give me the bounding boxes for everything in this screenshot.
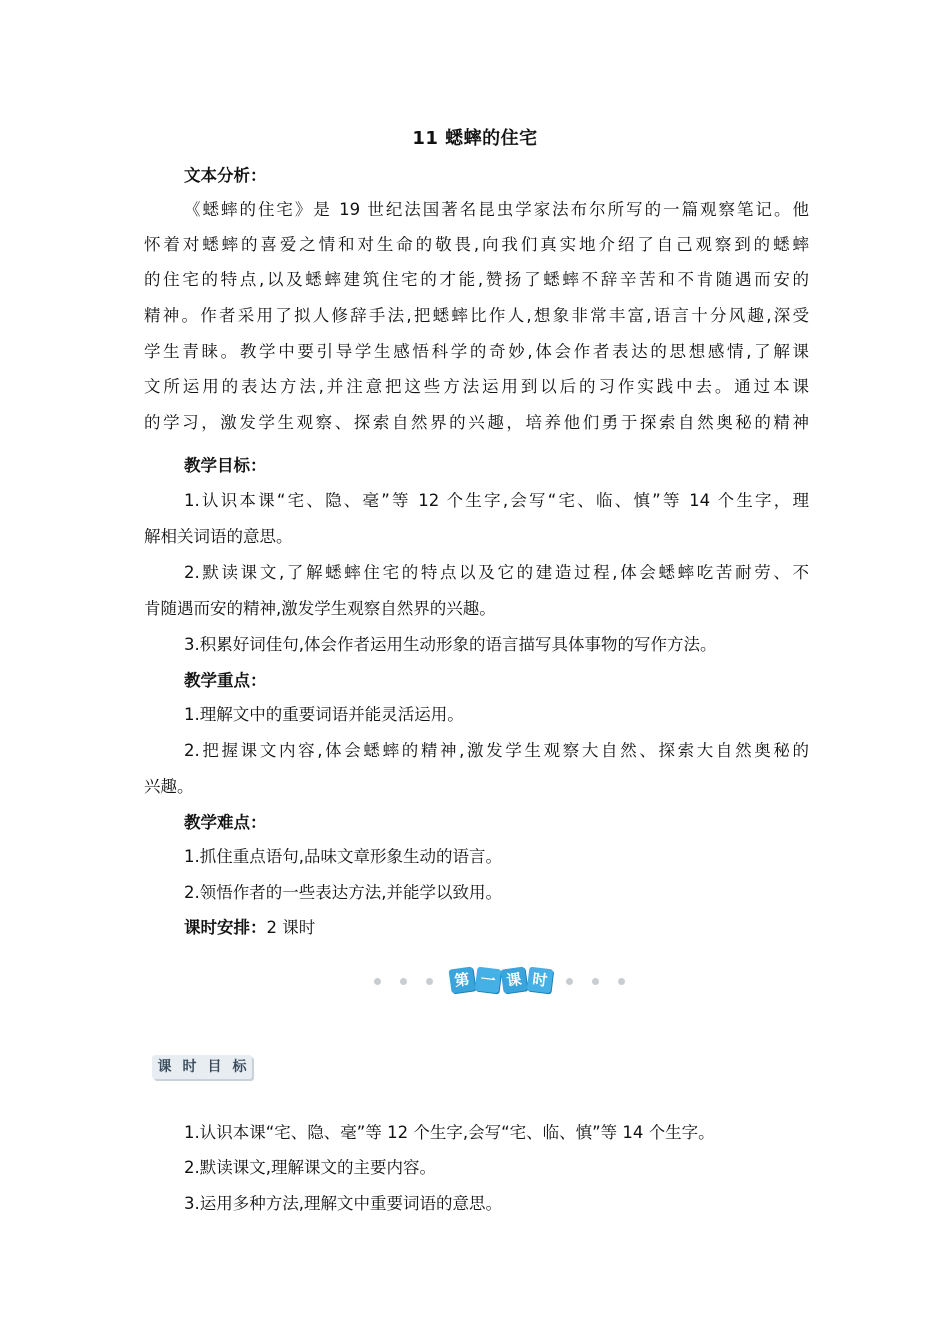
key-point-2-cont: 兴趣。 — [144, 777, 194, 796]
difficulty-2: 2.领悟作者的一些表达方法,并能学以致用。 — [184, 883, 502, 902]
divider-dot — [566, 978, 573, 985]
difficulty-1: 1.抓住重点语句,品味文章形象生动的语言。 — [184, 847, 502, 866]
paragraph-line: 的学习，激发学生观察、探索自然界的兴趣，培养他们勇于探索自然奥秘的精神 — [144, 413, 809, 432]
text-analysis-heading: 文本分析： — [184, 166, 267, 185]
banner-char: 一 — [475, 967, 502, 994]
difficulties-heading: 教学难点： — [184, 813, 267, 832]
badge-char: 时 — [182, 1059, 197, 1075]
divider-dot — [592, 978, 599, 985]
paragraph-line: 的住宅的特点,以及蟋蟀建筑住宅的才能,赞扬了蟋蟀不辞辛苦和不肯随遇而安的 — [144, 270, 809, 289]
paragraph-line: 精神。作者采用了拟人修辞手法,把蟋蟀比作人,想象非常丰富,语言十分风趣,深受 — [144, 306, 809, 325]
lesson-goal-2: 2.默读课文,理解课文的主要内容。 — [184, 1158, 436, 1177]
page-title: 11 蟋蟀的住宅 — [412, 128, 538, 149]
badge-char: 课 — [157, 1059, 172, 1075]
goal-item-2: 2.默读课文,了解蟋蟀住宅的特点以及它的建造过程,体会蟋蟀吃苦耐劳、不 — [184, 563, 809, 582]
schedule-label: 课时安排： — [184, 918, 267, 937]
banner-char: 时 — [527, 967, 554, 994]
goal-item-1-cont: 解相关词语的意思。 — [144, 527, 293, 546]
goal-item-2-cont: 肯随遇而安的精神,激发学生观察自然界的兴趣。 — [144, 599, 496, 618]
badge-char: 目 — [207, 1059, 222, 1075]
paragraph-line: 学生青睐。教学中要引导学生感悟科学的奇妙,体会作者表达的思想感情,了解课 — [144, 342, 809, 361]
key-points-heading: 教学重点： — [184, 671, 267, 690]
divider-dot — [426, 978, 433, 985]
badge-char: 标 — [232, 1059, 247, 1075]
goal-item-3: 3.积累好词佳句,体会作者运用生动形象的语言描写具体事物的写作方法。 — [184, 635, 717, 654]
goal-item-1: 1.认识本课“宅、隐、毫”等 12 个生字,会写“宅、临、慎”等 14 个生字，理 — [184, 491, 809, 510]
paragraph-line: 《蟋蟀的住宅》是 19 世纪法国著名昆虫学家法布尔所写的一篇观察笔记。他 — [184, 200, 809, 219]
teaching-goals-heading: 教学目标： — [184, 456, 267, 475]
key-point-1: 1.理解文中的重要词语并能灵活运用。 — [184, 705, 464, 724]
banner-char: 第 — [448, 966, 475, 993]
key-point-2: 2.把握课文内容,体会蟋蟀的精神,激发学生观察大自然、探索大自然奥秘的 — [184, 741, 809, 760]
paragraph-line: 怀着对蟋蟀的喜爱之情和对生命的敬畏,向我们真实地介绍了自己观察到的蟋蟀 — [144, 235, 809, 254]
paragraph-line: 文所运用的表达方法,并注意把这些方法运用到以后的习作实践中去。通过本课 — [144, 377, 809, 396]
lesson-goal-1: 1.认识本课“宅、隐、毫”等 12 个生字,会写“宅、临、慎”等 14 个生字。 — [184, 1123, 715, 1142]
lesson-goal-3: 3.运用多种方法,理解文中重要词语的意思。 — [184, 1194, 502, 1213]
lesson-divider — [370, 963, 630, 999]
schedule-value: 2 课时 — [266, 918, 316, 937]
banner-char: 课 — [500, 966, 527, 993]
lesson-banner — [450, 965, 554, 995]
lesson-goals-badge — [152, 1055, 252, 1079]
divider-dot — [374, 978, 381, 985]
schedule — [184, 916, 809, 940]
divider-dot — [618, 978, 625, 985]
divider-dot — [400, 978, 407, 985]
